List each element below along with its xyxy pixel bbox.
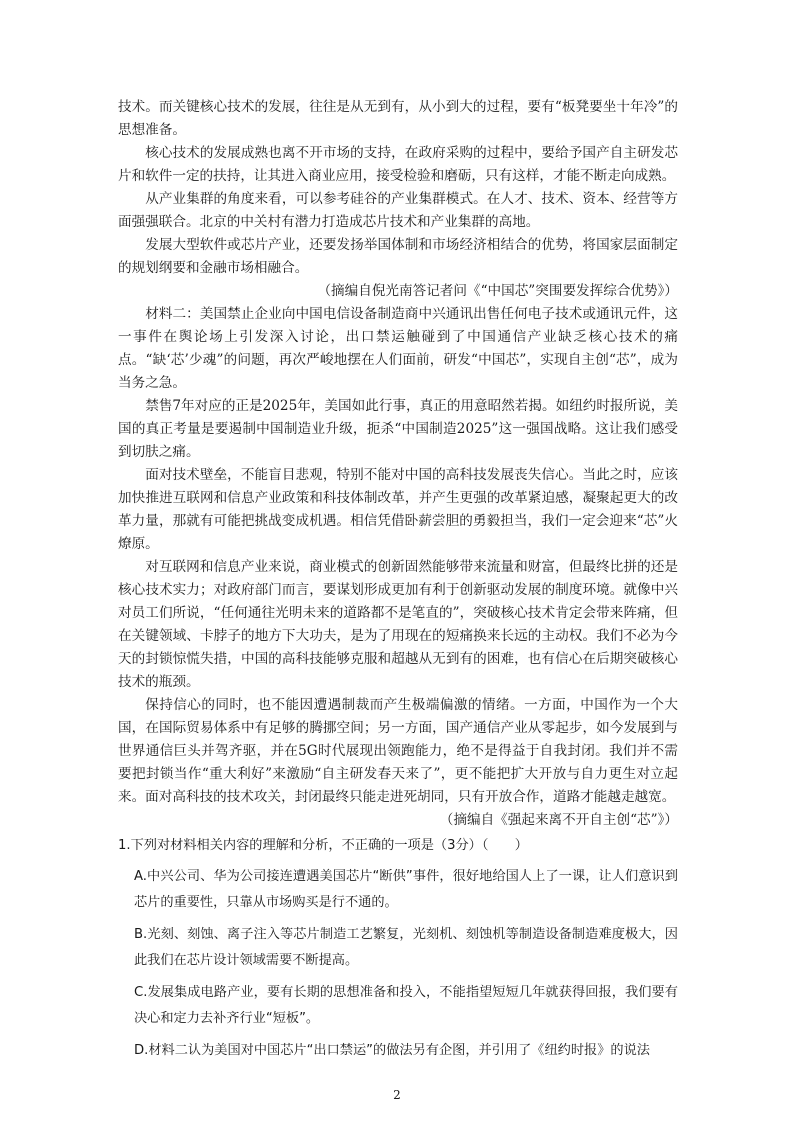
material2-paragraph-3: 面对技术壁垒，不能盲目悲观，特别不能对中国的高科技发展丧失信心。当此之时，应该加快推进互联网和信息产业政策和科技体制改革，并产生更强的改革紧迫感，凝聚起更大的改革力量，那就有可能把挑战变成机遇。相信凭借卧薪尝胆的勇毅担当，我们一定会迎来“芯”火燎原。 bbox=[118, 467, 678, 552]
material1-paragraph-4: 发展大型软件或芯片产业，还要发扬举国体制和市场经济相结合的优势，将国家层面制定的规划纲要和金融市场相融合。 bbox=[118, 237, 678, 276]
material1-paragraph-1: 技术。而关键核心技术的发展，往往是从无到有，从小到大的过程，要有“板凳要坐十年冷”的思想准备。 bbox=[118, 99, 678, 138]
material2-paragraph-4: 对互联网和信息产业来说，商业模式的创新固然能够带来流量和财富，但最终比拼的还是核心技术实力；对政府部门而言，要谋划形成更加有利于创新驱动发展的制度环境。就像中兴对员工们所说，“任何通往光明未来的道路都不是笔直的”，突破核心技术肯定会带来阵痛，但在关键领域、卡脖子的地方下大功夫，是为了用现在的短痛换来长远的主动权。我们不必为今天的封锁惊慌失措，中国的高科技能够克服和超越从无到有的困难，也有信心在后期突破核心技术的瓶颈。 bbox=[118, 559, 678, 690]
question-stem: 1.下列对材料相关内容的理解和分析，不正确的一项是（3分）（ ） bbox=[118, 838, 528, 853]
option-a[interactable]: A.中兴公司、华为公司接连遭遇美国芯片“断供”事件，很好地给国人上了一课，让人们意识到芯片的重要性，只靠从市场购买是行不通的。 bbox=[134, 869, 678, 910]
option-d[interactable]: D.材料二认为美国对中国芯片“出口禁运”的做法另有企图，并引用了《纽约时报》的说法 bbox=[134, 1043, 650, 1058]
option-c[interactable]: C.发展集成电路产业，要有长期的思想准备和投入，不能指望短短几年就获得回报，我们要有决心和定力去补齐行业“短板”。 bbox=[134, 985, 678, 1026]
material1-paragraph-3: 从产业集群的角度来看，可以参考硅谷的产业集群模式。在人才、技术、资本、经营等方面强强联合。北京的中关村有潜力打造成芯片技术和产业集群的高地。 bbox=[118, 191, 678, 230]
material1-source: （摘编自倪光南答记者问《“中国芯”突围要发挥综合优势》） bbox=[317, 283, 678, 299]
material2-paragraph-1: 材料二：美国禁止企业向中国电信设备制造商中兴通讯出售任何电子技术或通讯元件，这一事件在舆论场上引发深入讨论，出口禁运触碰到了中国通信产业缺乏核心技术的痛点。“缺‘芯’少魂”的问题，再次严峻地摆在人们面前，研发“中国芯”，实现自主创“芯”，成为当务之急。 bbox=[118, 306, 678, 391]
material2-paragraph-2: 禁售7年对应的正是2025年，美国如此行事，真正的用意昭然若揭。如纽约时报所说，美国的真正考量是要遏制中国制造业升级，扼杀“中国制造2025”这一强国战略。这让我们感受到切肤之痛。 bbox=[118, 398, 678, 460]
material2-paragraph-5: 保持信心的同时，也不能因遭遇制裁而产生极端偏激的情绪。一方面，中国作为一个大国，在国际贸易体系中有足够的腾挪空间；另一方面，国产通信产业从零起步，如今发展到与世界通信巨头并驾齐驱，并在5G时代展现出领跑能力，绝不是得益于自我封闭。我们并不需要把封锁当作“重大利好”来激励“自主研发春天来了”，更不能把扩大开放与自力更生对立起来。面对高科技的技术攻关，封闭最终只能走进死胡同，只有开放合作，道路才能越走越宽。 bbox=[118, 697, 678, 805]
page-content bbox=[118, 96, 678, 1064]
option-b[interactable]: B.光刻、刻蚀、离子注入等芯片制造工艺繁复，光刻机、刻蚀机等制造设备制造难度极大，因此我们在芯片设计领域需要不断提高。 bbox=[134, 927, 678, 968]
material2-source: （摘编自《强起来离不开自主创“芯”》） bbox=[439, 812, 678, 828]
page-number: 2 bbox=[393, 1088, 401, 1102]
question-1 bbox=[118, 834, 678, 1064]
material1-paragraph-2: 核心技术的发展成熟也离不开市场的支持，在政府采购的过程中，要给予国产自主研发芯片和软件一定的扶持，让其进入商业应用，接受检验和磨砺，只有这样，才能不断走向成熟。 bbox=[118, 145, 678, 184]
